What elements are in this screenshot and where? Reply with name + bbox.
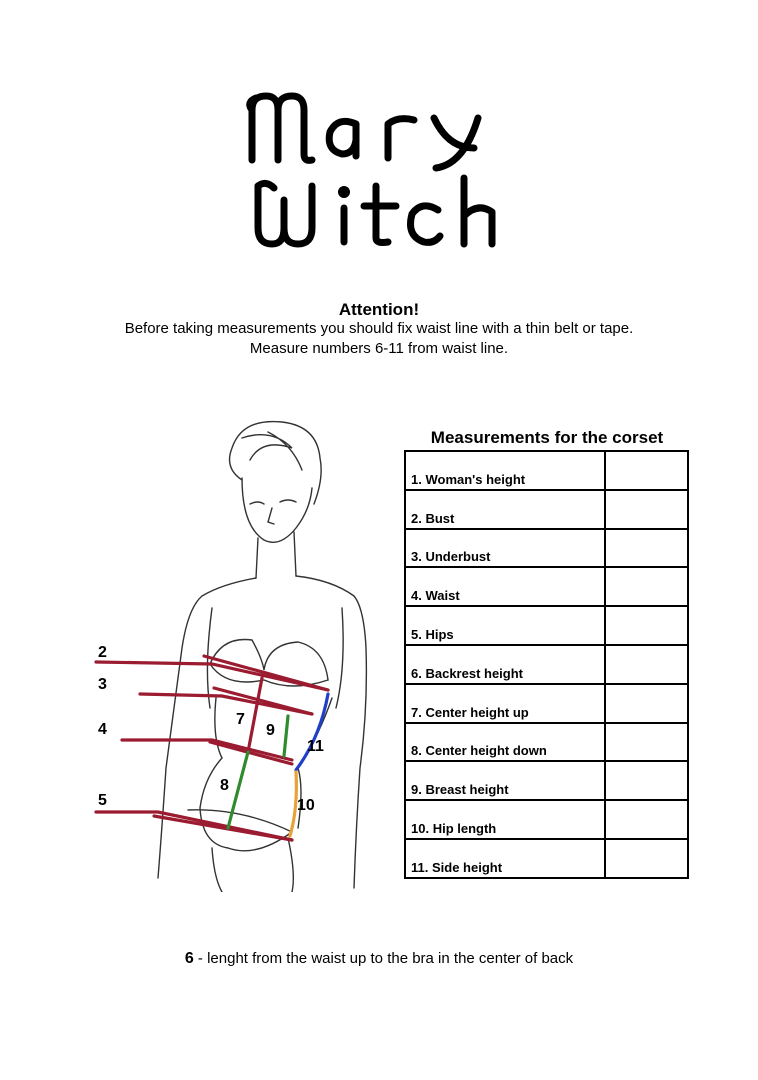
table-row [405, 761, 688, 800]
measurement-name: Side height [431, 859, 503, 875]
table-row [405, 800, 688, 839]
table-row [405, 567, 688, 606]
measurement-number: 4. [411, 588, 422, 604]
measurement-value-cell[interactable] [605, 684, 688, 723]
measurement-name: Center height down [425, 743, 547, 759]
measurement-label [405, 800, 605, 839]
measurement-name: Woman's height [425, 471, 526, 487]
measurement-label [405, 839, 605, 878]
table-title: Measurements for the corset [430, 428, 664, 447]
table-row [405, 529, 688, 568]
measurement-number: 10. [411, 820, 430, 836]
measurement-label [405, 606, 605, 645]
measurement-number: 7. [411, 704, 422, 720]
measurement-number: 11. [411, 859, 429, 875]
measurement-label [405, 684, 605, 723]
measurement-value-cell[interactable] [605, 606, 688, 645]
figure-label-11: 11 [307, 738, 324, 755]
footnote [0, 950, 758, 968]
measurement-value-cell[interactable] [605, 839, 688, 878]
measurement-value-cell[interactable] [605, 451, 688, 490]
measurement-label [405, 723, 605, 762]
measurement-value-cell[interactable] [605, 567, 688, 606]
figure-label-9: 9 [266, 722, 275, 739]
measurement-number: 3. [411, 549, 422, 565]
measurement-label [405, 451, 605, 490]
table-row [405, 451, 688, 490]
table-row [405, 606, 688, 645]
measurement-label [405, 490, 605, 529]
attention-instruction-2: Measure numbers 6-11 from waist line. [249, 340, 509, 357]
measurement-number: 5. [411, 626, 422, 642]
measurement-figure [92, 408, 404, 892]
table-row [405, 645, 688, 684]
measurement-name: Waist [425, 588, 460, 604]
figure-label-5: 5 [98, 792, 107, 809]
measurement-name: Backrest height [425, 665, 524, 681]
measurement-name: Hip length [432, 820, 497, 836]
measurement-name: Underbust [425, 549, 491, 565]
measurement-name: Bust [425, 510, 455, 526]
measurement-value-cell[interactable] [605, 645, 688, 684]
measurement-value-cell[interactable] [605, 800, 688, 839]
measurement-label [405, 567, 605, 606]
attention-instruction: Before taking measurements you should fix waist line with a thin belt or tape. [124, 320, 634, 337]
measurement-value-cell[interactable] [605, 761, 688, 800]
measurements-table [404, 450, 689, 879]
figure-label-3: 3 [98, 676, 107, 693]
figure-label-10: 10 [297, 797, 315, 814]
figure-label-7: 7 [236, 711, 245, 728]
figure-label-2: 2 [98, 644, 107, 661]
figure-label-4: 4 [98, 721, 107, 738]
figure-label-8: 8 [220, 777, 229, 794]
measurement-label [405, 645, 605, 684]
table-row [405, 723, 688, 762]
table-row [405, 684, 688, 723]
measurement-name: Breast height [425, 782, 509, 798]
measurement-label [405, 529, 605, 568]
measurement-value-cell[interactable] [605, 723, 688, 762]
measurement-number: 9. [411, 782, 422, 798]
measurement-number: 2. [411, 510, 422, 526]
measurement-value-cell[interactable] [605, 529, 688, 568]
measurement-value-cell[interactable] [605, 490, 688, 529]
attention-title: Attention! [338, 300, 420, 319]
measurement-number: 1. [411, 471, 422, 487]
footnote-text: - lenght from the waist up to the bra in the center of back [193, 950, 574, 967]
measurement-name: Center height up [425, 704, 529, 720]
table-row [405, 839, 688, 878]
table-row [405, 490, 688, 529]
measurement-label [405, 761, 605, 800]
footnote-number: 6 [184, 950, 194, 967]
measurement-number: 6. [411, 665, 422, 681]
mary-witch-logo [238, 88, 528, 258]
measurement-number: 8. [411, 743, 422, 759]
measurement-name: Hips [425, 626, 454, 642]
